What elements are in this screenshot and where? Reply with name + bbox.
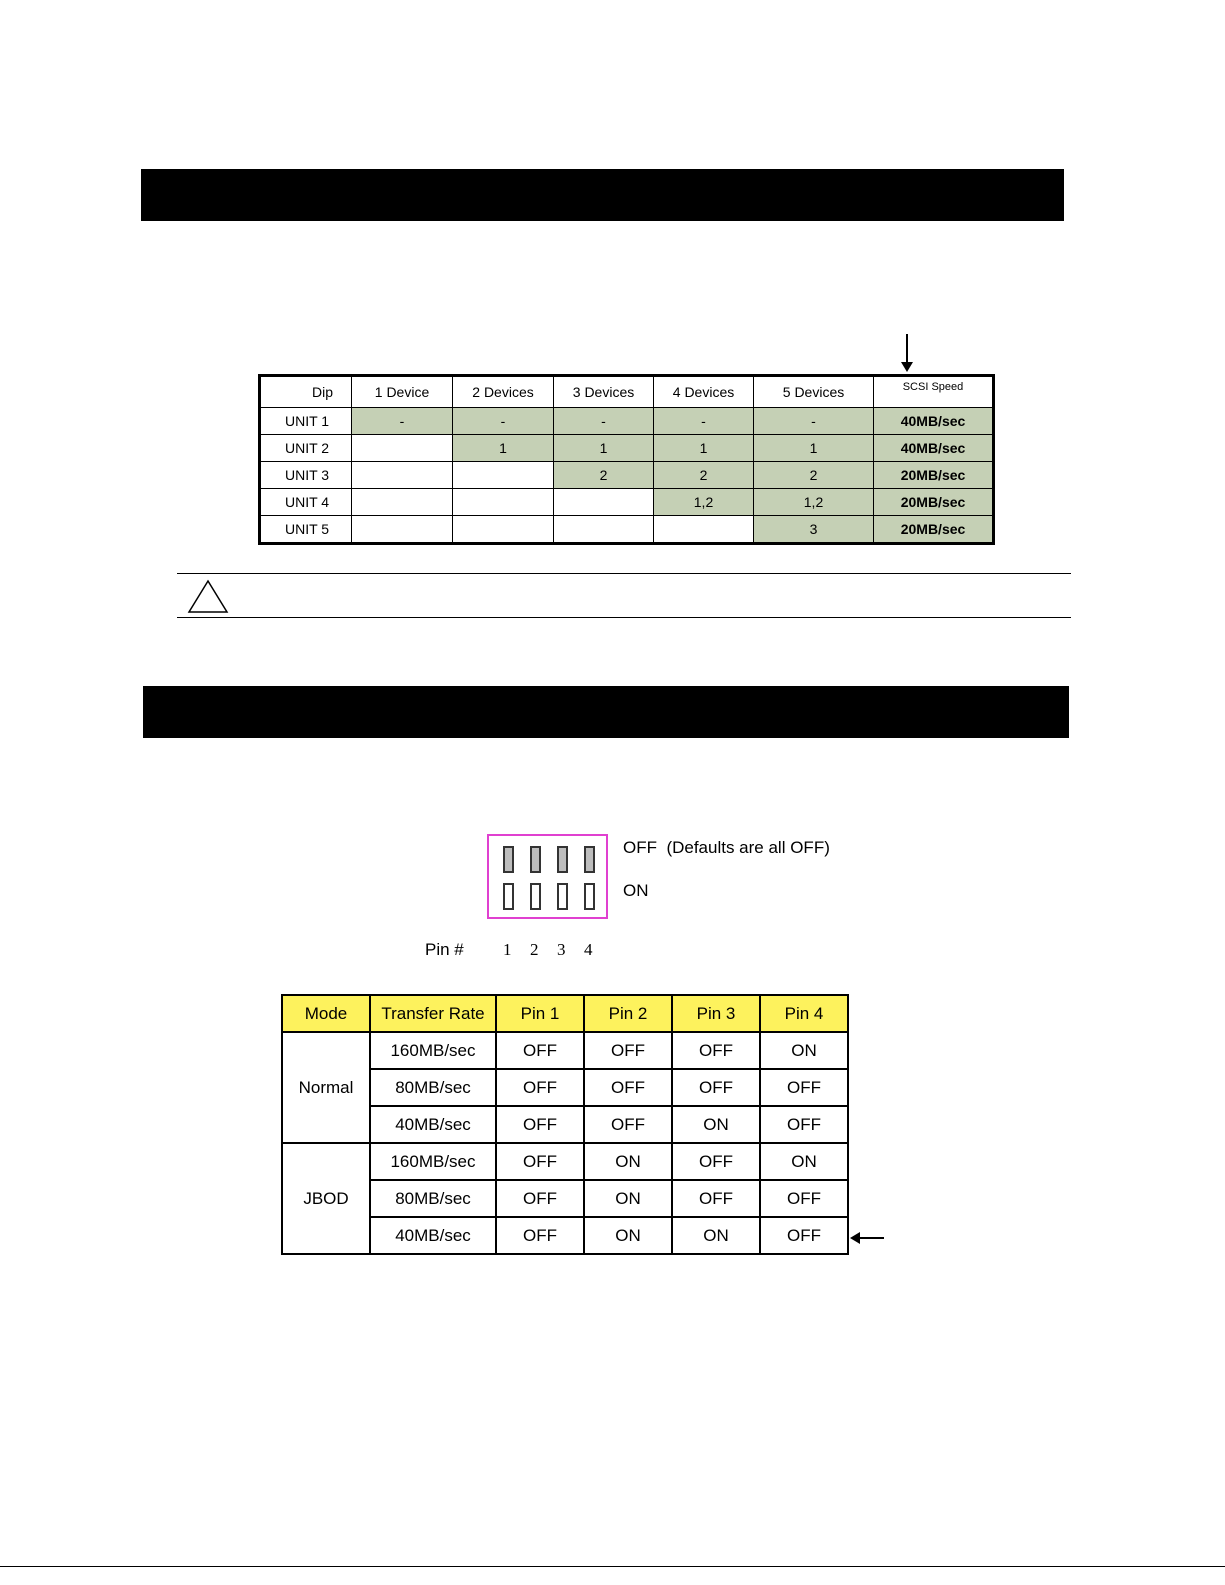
pin-cell: OFF [496,1217,584,1254]
switch-pin-4-off [584,846,595,873]
table-cell: 1,2 [654,489,754,516]
table-header-row [282,995,848,1032]
dip-switch-diagram [487,834,608,919]
pin-cell: OFF [496,1180,584,1217]
switch-pin-2-on [530,883,541,910]
header-cell: Pin 3 [672,995,760,1032]
pin-cell: ON [760,1032,848,1069]
pin-cell: ON [584,1217,672,1254]
header-cell: Pin 1 [496,995,584,1032]
left-arrow-icon [858,1237,884,1239]
down-arrow-icon [906,334,908,364]
table-cell: - [453,408,554,435]
unit-label: UNIT 5 [260,516,352,544]
table-cell: 1,2 [754,489,874,516]
pin-number: 4 [584,940,593,959]
table-cell: 2 [654,462,754,489]
table-cell [352,489,453,516]
table-cell [654,516,754,544]
header-cell: Pin 2 [584,995,672,1032]
pin-cell: OFF [584,1106,672,1143]
dip-setting-table [258,374,995,545]
pin-cell: OFF [584,1032,672,1069]
table-cell: 2 [554,462,654,489]
table-cell [352,462,453,489]
on-label: ON [623,881,649,900]
header-cell: Dip [260,376,352,408]
table-row [260,408,994,435]
table-header-row [260,376,994,408]
pin-cell: OFF [760,1069,848,1106]
switch-pin-4-on [584,883,595,910]
table-cell: 3 [754,516,874,544]
header-cell: Mode [282,995,370,1032]
switch-pin-3-off [557,846,568,873]
pin-cell: OFF [584,1069,672,1106]
rate-cell: 40MB/sec [370,1217,496,1254]
table-row [260,489,994,516]
table-cell [453,489,554,516]
table-cell [352,516,453,544]
table-cell: 1 [654,435,754,462]
table-row [260,462,994,489]
header-cell: 5 Devices [754,376,874,408]
header-cell: Transfer Rate [370,995,496,1032]
pin-number: 2 [530,940,539,959]
header-cell: 4 Devices [654,376,754,408]
footer-rule [0,1566,1225,1567]
header-cell: 3 Devices [554,376,654,408]
pin-cell: OFF [496,1143,584,1180]
table-cell: 1 [453,435,554,462]
caution-top-rule [177,573,1071,574]
table-cell [352,435,453,462]
speed-cell: 20MB/sec [874,489,994,516]
rate-cell: 80MB/sec [370,1180,496,1217]
warning-triangle-icon [186,579,230,615]
pin-cell: ON [672,1106,760,1143]
table-row [282,1143,848,1180]
table-row [260,516,994,544]
pin-cell: ON [584,1180,672,1217]
pin-label: Pin # [425,940,464,959]
rate-cell: 40MB/sec [370,1106,496,1143]
pin-number: 1 [503,940,512,959]
rate-cell: 160MB/sec [370,1143,496,1180]
speed-cell: 20MB/sec [874,516,994,544]
rate-cell: 80MB/sec [370,1069,496,1106]
table-cell: - [754,408,874,435]
switch-pin-2-off [530,846,541,873]
pin-cell: OFF [760,1217,848,1254]
unit-label: UNIT 3 [260,462,352,489]
speed-cell: 40MB/sec [874,408,994,435]
caution-bottom-rule [177,617,1071,618]
pin-cell: OFF [496,1069,584,1106]
switch-pin-3-on [557,883,568,910]
pin-cell: ON [760,1143,848,1180]
switch-pin-1-on [503,883,514,910]
unit-label: UNIT 4 [260,489,352,516]
pin-cell: OFF [672,1069,760,1106]
table-cell: 2 [754,462,874,489]
table-cell [554,516,654,544]
mode-cell: JBOD [282,1143,370,1254]
header-cell: Pin 4 [760,995,848,1032]
header-cell: 1 Device [352,376,453,408]
mode-cell: Normal [282,1032,370,1143]
header-cell: 2 Devices [453,376,554,408]
unit-label: UNIT 1 [260,408,352,435]
section-header-bar [143,686,1069,738]
table-cell [453,516,554,544]
speed-cell: 40MB/sec [874,435,994,462]
table-cell [554,489,654,516]
table-cell [453,462,554,489]
pin-cell: OFF [496,1032,584,1069]
table-row [282,1032,848,1069]
rate-cell: 160MB/sec [370,1032,496,1069]
pin-cell: OFF [760,1180,848,1217]
table-cell: 1 [754,435,874,462]
header-cell: SCSI Speed [874,376,994,408]
transfer-mode-table [281,994,849,1255]
pin-cell: ON [672,1217,760,1254]
table-cell: 1 [554,435,654,462]
pin-number: 3 [557,940,566,959]
table-cell: - [352,408,453,435]
table-cell: - [554,408,654,435]
pin-cell: OFF [672,1180,760,1217]
pin-cell: OFF [496,1106,584,1143]
table-cell: - [654,408,754,435]
off-label: OFF (Defaults are all OFF) [623,838,830,857]
unit-label: UNIT 2 [260,435,352,462]
speed-cell: 20MB/sec [874,462,994,489]
pin-cell: OFF [760,1106,848,1143]
switch-pin-1-off [503,846,514,873]
pin-cell: OFF [672,1143,760,1180]
pin-cell: OFF [672,1032,760,1069]
pin-cell: ON [584,1143,672,1180]
section-header-bar [141,169,1064,221]
table-row [260,435,994,462]
